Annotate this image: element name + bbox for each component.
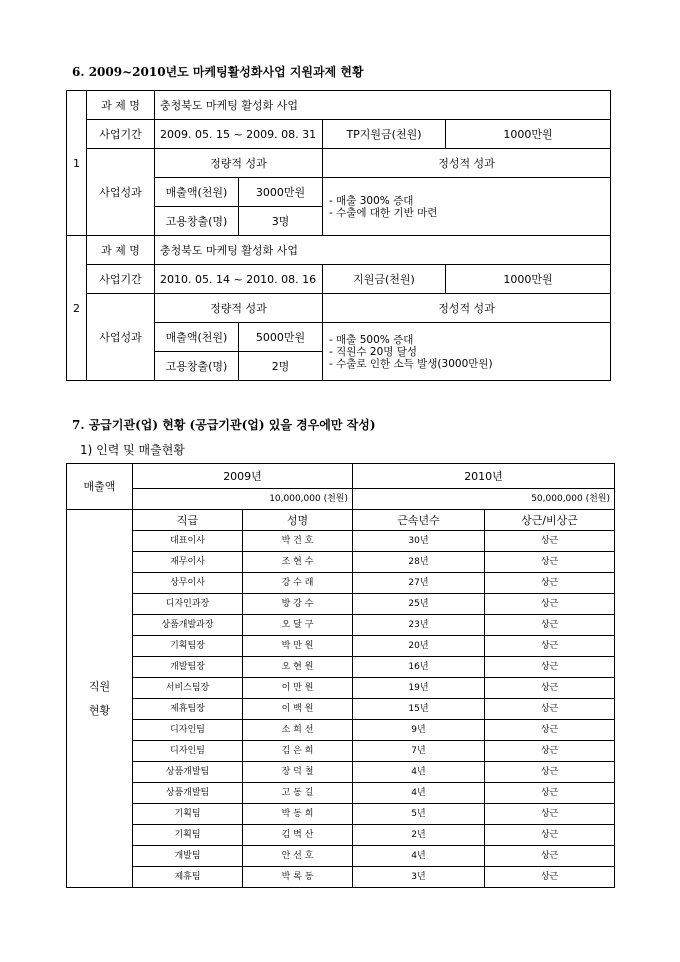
staff-row [67, 531, 615, 552]
results-header-row [67, 294, 611, 323]
staff-status: 상근 [485, 762, 615, 783]
qual-results [323, 323, 611, 381]
staff-label-line: 직원 [88, 679, 111, 693]
staff-years: 25년 [353, 594, 485, 615]
staff-position: 디자인과장 [133, 594, 243, 615]
staff-status: 상근 [485, 804, 615, 825]
staff-label [67, 510, 133, 888]
staff-status: 상근 [485, 741, 615, 762]
staff-position: 디자인팀 [133, 741, 243, 762]
staff-name: 강 수 래 [243, 573, 353, 594]
staff-years: 27년 [353, 573, 485, 594]
project-period: 2010. 05. 14 ~ 2010. 08. 16 [155, 265, 323, 294]
staff-name: 소 희 선 [243, 720, 353, 741]
staff-years: 2년 [353, 825, 485, 846]
sales-value: 5000만원 [239, 323, 323, 352]
staff-status: 상근 [485, 846, 615, 867]
staff-status: 상근 [485, 825, 615, 846]
col-years: 근속년수 [353, 510, 485, 531]
staff-row [67, 783, 615, 804]
staff-years: 28년 [353, 552, 485, 573]
staff-name: 방 강 수 [243, 594, 353, 615]
year-2010: 2010년 [353, 464, 615, 489]
staff-row [67, 741, 615, 762]
staff-position: 기획팀 [133, 804, 243, 825]
fund-amount: 1000만원 [446, 120, 611, 149]
staff-status: 상근 [485, 678, 615, 699]
staff-row [67, 699, 615, 720]
staff-years: 4년 [353, 762, 485, 783]
section6-heading: 6. 2009~2010년도 마케팅활성화사업 지원과제 현황 [72, 65, 364, 79]
sales-label: 매출액 [67, 464, 133, 510]
period-label: 사업기간 [87, 265, 155, 294]
jobs-value: 2명 [239, 352, 323, 381]
staff-position: 상품개발팀 [133, 783, 243, 804]
staff-row [67, 825, 615, 846]
project-period-row [67, 265, 611, 294]
amounts-row [67, 489, 615, 510]
results-header-row [67, 149, 611, 178]
staff-row [67, 867, 615, 888]
staff-name: 장 덕 철 [243, 762, 353, 783]
staff-row [67, 552, 615, 573]
staff-years: 3년 [353, 867, 485, 888]
staff-row [67, 636, 615, 657]
staff-status: 상근 [485, 720, 615, 741]
staff-status: 상근 [485, 531, 615, 552]
staff-row [67, 720, 615, 741]
staff-years: 23년 [353, 615, 485, 636]
sales-label: 매출액(천원) [155, 323, 239, 352]
staff-name: 박 만 원 [243, 636, 353, 657]
staff-years: 15년 [353, 699, 485, 720]
staff-years: 7년 [353, 741, 485, 762]
qual-results [323, 178, 611, 236]
staff-status: 상근 [485, 699, 615, 720]
project-title-row [67, 236, 611, 265]
results-label: 사업성과 [87, 294, 155, 381]
sales-value: 3000만원 [239, 178, 323, 207]
col-name: 성명 [243, 510, 353, 531]
staff-name: 오 현 원 [243, 657, 353, 678]
staff-status: 상근 [485, 867, 615, 888]
staff-row [67, 657, 615, 678]
staff-name: 이 백 원 [243, 699, 353, 720]
quant-header: 정량적 성과 [155, 294, 323, 323]
quant-header: 정량적 성과 [155, 149, 323, 178]
staff-status: 상근 [485, 657, 615, 678]
staff-row [67, 678, 615, 699]
project-number: 1 [67, 91, 87, 236]
staff-row [67, 615, 615, 636]
staff-sales-table [66, 463, 615, 888]
col-position: 직급 [133, 510, 243, 531]
staff-position: 재무이사 [133, 552, 243, 573]
staff-position: 대표이사 [133, 531, 243, 552]
staff-row [67, 594, 615, 615]
project-title-row [67, 91, 611, 120]
project-number: 2 [67, 236, 87, 381]
staff-name: 고 동 길 [243, 783, 353, 804]
period-label: 사업기간 [87, 120, 155, 149]
staff-position: 기획팀장 [133, 636, 243, 657]
fund-label: TP지원금(천원) [323, 120, 446, 149]
staff-status: 상근 [485, 615, 615, 636]
title-label: 과 제 명 [87, 236, 155, 265]
staff-row [67, 573, 615, 594]
staff-name: 박 록 동 [243, 867, 353, 888]
staff-row [67, 846, 615, 867]
qual-header: 정성적 성과 [323, 294, 611, 323]
staff-years: 5년 [353, 804, 485, 825]
section7-subheading: 1) 인력 및 매출현황 [80, 443, 185, 457]
staff-years: 4년 [353, 783, 485, 804]
staff-status: 상근 [485, 636, 615, 657]
year-2009: 2009년 [133, 464, 353, 489]
staff-years: 4년 [353, 846, 485, 867]
staff-name: 박 건 호 [243, 531, 353, 552]
staff-position: 기획팀 [133, 825, 243, 846]
jobs-value: 3명 [239, 207, 323, 236]
fund-amount: 1000만원 [446, 265, 611, 294]
staff-position: 개발팀장 [133, 657, 243, 678]
qual-item: - 매출 300% 증대 [329, 194, 414, 207]
amount-2009: 10,000,000 (천원) [133, 489, 353, 510]
staff-years: 30년 [353, 531, 485, 552]
staff-status: 상근 [485, 552, 615, 573]
staff-name: 안 선 호 [243, 846, 353, 867]
section7-heading: 7. 공급기관(업) 현황 (공급기관(업) 있을 경우에만 작성) [72, 418, 376, 432]
staff-row [67, 804, 615, 825]
title-label: 과 제 명 [87, 91, 155, 120]
staff-position: 상품개발과장 [133, 615, 243, 636]
staff-years: 19년 [353, 678, 485, 699]
support-projects-table [66, 90, 611, 381]
staff-name: 박 동 희 [243, 804, 353, 825]
staff-name: 조 현 수 [243, 552, 353, 573]
staff-row [67, 762, 615, 783]
staff-position: 개발팀 [133, 846, 243, 867]
qual-item: - 직원수 20명 달성 [329, 345, 418, 358]
staff-name: 이 만 원 [243, 678, 353, 699]
staff-years: 9년 [353, 720, 485, 741]
results-label: 사업성과 [87, 149, 155, 236]
qual-item: - 매출 500% 증대 [329, 333, 414, 346]
staff-status: 상근 [485, 573, 615, 594]
staff-years: 16년 [353, 657, 485, 678]
project-period-row [67, 120, 611, 149]
jobs-label: 고용창출(명) [155, 352, 239, 381]
fund-label: 지원금(천원) [323, 265, 446, 294]
staff-years: 20년 [353, 636, 485, 657]
project-period: 2009. 05. 15 ~ 2009. 08. 31 [155, 120, 323, 149]
staff-name: 오 달 구 [243, 615, 353, 636]
staff-name: 김 벽 산 [243, 825, 353, 846]
staff-position: 제휴팀 [133, 867, 243, 888]
staff-columns-row [67, 510, 615, 531]
project-title: 충청북도 마케팅 활성화 사업 [155, 236, 611, 265]
staff-name: 김 은 희 [243, 741, 353, 762]
project-title: 충청북도 마케팅 활성화 사업 [155, 91, 611, 120]
staff-position: 서비스팀장 [133, 678, 243, 699]
qual-header: 정성적 성과 [323, 149, 611, 178]
staff-status: 상근 [485, 594, 615, 615]
jobs-label: 고용창출(명) [155, 207, 239, 236]
amount-2010: 50,000,000 (천원) [353, 489, 615, 510]
staff-position: 상무이사 [133, 573, 243, 594]
qual-item: - 수출에 대한 기반 마련 [329, 206, 438, 219]
staff-status: 상근 [485, 783, 615, 804]
years-row [67, 464, 615, 489]
sales-label: 매출액(천원) [155, 178, 239, 207]
staff-position: 제휴팀장 [133, 699, 243, 720]
staff-position: 상품개발팀 [133, 762, 243, 783]
qual-item: - 수출로 인한 소득 발생(3000만원) [329, 357, 493, 370]
staff-position: 디자인팀 [133, 720, 243, 741]
col-status: 상근/비상근 [485, 510, 615, 531]
staff-label-line: 현황 [88, 703, 111, 717]
